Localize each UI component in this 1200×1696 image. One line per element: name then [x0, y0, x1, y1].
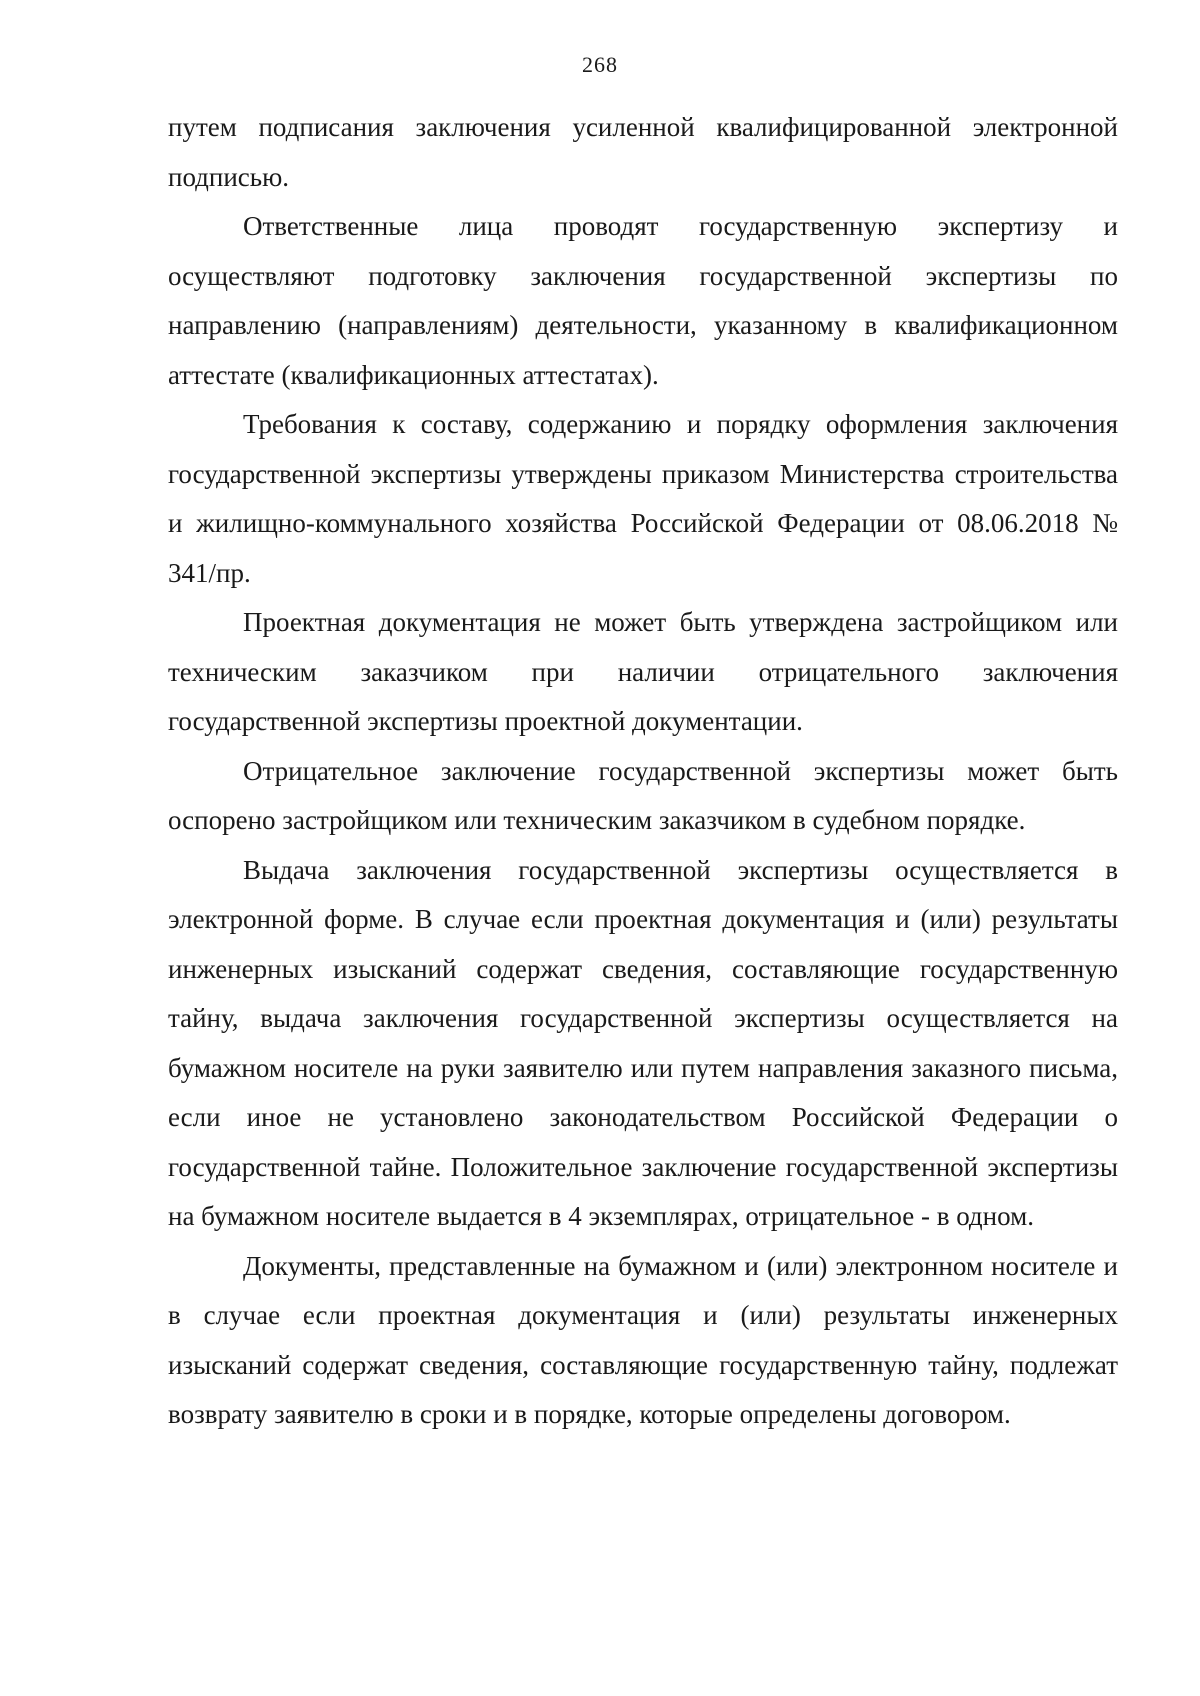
paragraph-7: Документы, представленные на бумажном и (или) электронном носителе и в случае если проектная документация и (или) результаты инженерных изысканий содержат сведения, составляющие государственную тайну, подлежат возврату заявителю в сроки и в порядке, которые определены договором.	[168, 1250, 1118, 1429]
paragraph-1: путем подписания заключения усиленной квалифицированной электронной подписью.	[168, 112, 1118, 192]
document-body	[168, 103, 1118, 1440]
paragraph-3: Требования к составу, содержанию и порядку оформления заключения государственной экспертизы утверждены приказом Министерства строительства и жилищно-коммунального хозяйства Российской Федерации от 08.06.2018 № 341/пр.	[168, 409, 1118, 588]
paragraph-5: Отрицательное заключение государственной экспертизы может быть оспорено застройщиком или техническим заказчиком в судебном порядке.	[168, 755, 1118, 835]
paragraph-6: Выдача заключения государственной экспертизы осуществляется в электронной форме. В случае если проектная документация и (или) результаты инженерных изысканий содержат сведения, составляющие государственную тайну, выдача заключения государственной экспертизы осуществляется на бумажном носителе на руки заявителю или путем направления заказного письма, если иное не установлено законодательством Российской Федерации о государственной тайне. Положительное заключение государственной экспертизы на бумажном носителе выдается в 4 экземплярах, отрицательное - в одном.	[168, 854, 1118, 1231]
page-number: 268	[582, 52, 618, 77]
paragraph-4: Проектная документация не может быть утверждена застройщиком или техническим заказчиком при наличии отрицательного заключения государственной экспертизы проектной документации.	[168, 607, 1118, 736]
paragraph-2: Ответственные лица проводят государственную экспертизу и осуществляют подготовку заключения государственной экспертизы по направлению (направлениям) деятельности, указанному в квалификационном аттестате (квалификационных аттестатах).	[168, 211, 1118, 390]
